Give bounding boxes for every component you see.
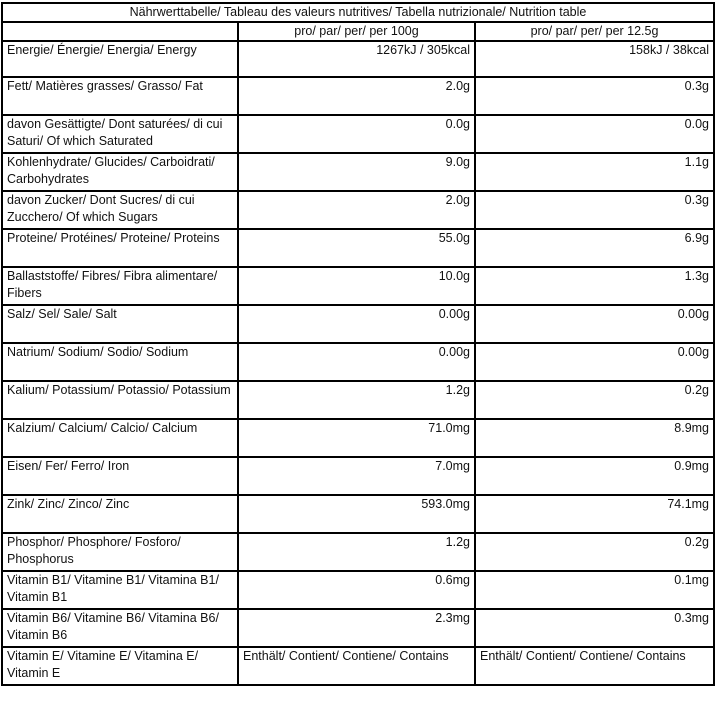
- value-per-serving: 0.9mg: [475, 457, 714, 495]
- nutrient-label: Vitamin B6/ Vitamine B6/ Vitamina B6/ Vitamin B6: [2, 609, 238, 647]
- nutrient-label: Vitamin E/ Vitamine E/ Vitamina E/ Vitamin E: [2, 647, 238, 685]
- nutrition-table: [1, 2, 715, 686]
- value-per-serving: 0.2g: [475, 381, 714, 419]
- nutrient-label: Zink/ Zinc/ Zinco/ Zinc: [2, 495, 238, 533]
- value-per-serving: 6.9g: [475, 229, 714, 267]
- nutrient-label: Fett/ Matières grasses/ Grasso/ Fat: [2, 77, 238, 115]
- table-row: [2, 115, 714, 153]
- value-per-100g: 1.2g: [238, 533, 475, 571]
- value-per-100g: 0.00g: [238, 343, 475, 381]
- table-row: [2, 343, 714, 381]
- table-row: [2, 609, 714, 647]
- table-title: Nährwerttabelle/ Tableau des valeurs nutritives/ Tabella nutrizionale/ Nutrition table: [2, 3, 714, 22]
- nutrient-label: Salz/ Sel/ Sale/ Salt: [2, 305, 238, 343]
- table-row: [2, 533, 714, 571]
- column-header-label: [2, 22, 238, 41]
- value-per-100g: 2.3mg: [238, 609, 475, 647]
- nutrient-label: davon Gesättigte/ Dont saturées/ di cui Saturi/ Of which Saturated: [2, 115, 238, 153]
- nutrition-table-body: [2, 3, 714, 685]
- value-per-100g: 9.0g: [238, 153, 475, 191]
- value-per-serving: 1.1g: [475, 153, 714, 191]
- column-header-per-serving: pro/ par/ per/ per 12.5g: [475, 22, 714, 41]
- value-per-100g: 1.2g: [238, 381, 475, 419]
- table-row: [2, 153, 714, 191]
- nutrient-label: Ballaststoffe/ Fibres/ Fibra alimentare/ Fibers: [2, 267, 238, 305]
- column-header-row: [2, 22, 714, 41]
- value-per-100g: 0.6mg: [238, 571, 475, 609]
- table-row: [2, 381, 714, 419]
- value-per-100g: 0.00g: [238, 305, 475, 343]
- table-row: [2, 77, 714, 115]
- nutrient-label: Kalium/ Potassium/ Potassio/ Potassium: [2, 381, 238, 419]
- table-row: [2, 457, 714, 495]
- value-per-serving: 0.0g: [475, 115, 714, 153]
- nutrient-label: Vitamin B1/ Vitamine B1/ Vitamina B1/ Vitamin B1: [2, 571, 238, 609]
- table-row: [2, 419, 714, 457]
- value-per-100g: 7.0mg: [238, 457, 475, 495]
- value-per-100g: 593.0mg: [238, 495, 475, 533]
- value-per-serving: Enthält/ Contient/ Contiene/ Contains: [475, 647, 714, 685]
- value-per-100g: 2.0g: [238, 191, 475, 229]
- table-title-row: [2, 3, 714, 22]
- value-per-100g: 2.0g: [238, 77, 475, 115]
- value-per-serving: 158kJ / 38kcal: [475, 41, 714, 77]
- nutrient-label: Energie/ Énergie/ Energia/ Energy: [2, 41, 238, 77]
- table-row: [2, 229, 714, 267]
- value-per-serving: 0.3g: [475, 191, 714, 229]
- value-per-serving: 0.1mg: [475, 571, 714, 609]
- table-row: [2, 571, 714, 609]
- value-per-100g: 10.0g: [238, 267, 475, 305]
- table-row: [2, 647, 714, 685]
- column-header-per-100g: pro/ par/ per/ per 100g: [238, 22, 475, 41]
- value-per-serving: 0.3g: [475, 77, 714, 115]
- nutrient-label: Proteine/ Protéines/ Proteine/ Proteins: [2, 229, 238, 267]
- nutrient-label: davon Zucker/ Dont Sucres/ di cui Zucchero/ Of which Sugars: [2, 191, 238, 229]
- nutrient-label: Natrium/ Sodium/ Sodio/ Sodium: [2, 343, 238, 381]
- nutrient-label: Phosphor/ Phosphore/ Fosforo/ Phosphorus: [2, 533, 238, 571]
- table-row: [2, 267, 714, 305]
- table-row: [2, 41, 714, 77]
- table-row: [2, 305, 714, 343]
- value-per-100g: 0.0g: [238, 115, 475, 153]
- value-per-100g: 71.0mg: [238, 419, 475, 457]
- value-per-serving: 74.1mg: [475, 495, 714, 533]
- value-per-serving: 0.2g: [475, 533, 714, 571]
- value-per-serving: 8.9mg: [475, 419, 714, 457]
- value-per-serving: 0.3mg: [475, 609, 714, 647]
- value-per-100g: Enthält/ Contient/ Contiene/ Contains: [238, 647, 475, 685]
- value-per-100g: 55.0g: [238, 229, 475, 267]
- nutrient-label: Kalzium/ Calcium/ Calcio/ Calcium: [2, 419, 238, 457]
- value-per-100g: 1267kJ / 305kcal: [238, 41, 475, 77]
- value-per-serving: 1.3g: [475, 267, 714, 305]
- table-row: [2, 191, 714, 229]
- nutrient-label: Eisen/ Fer/ Ferro/ Iron: [2, 457, 238, 495]
- value-per-serving: 0.00g: [475, 343, 714, 381]
- table-row: [2, 495, 714, 533]
- nutrient-label: Kohlenhydrate/ Glucides/ Carboidrati/ Carbohydrates: [2, 153, 238, 191]
- value-per-serving: 0.00g: [475, 305, 714, 343]
